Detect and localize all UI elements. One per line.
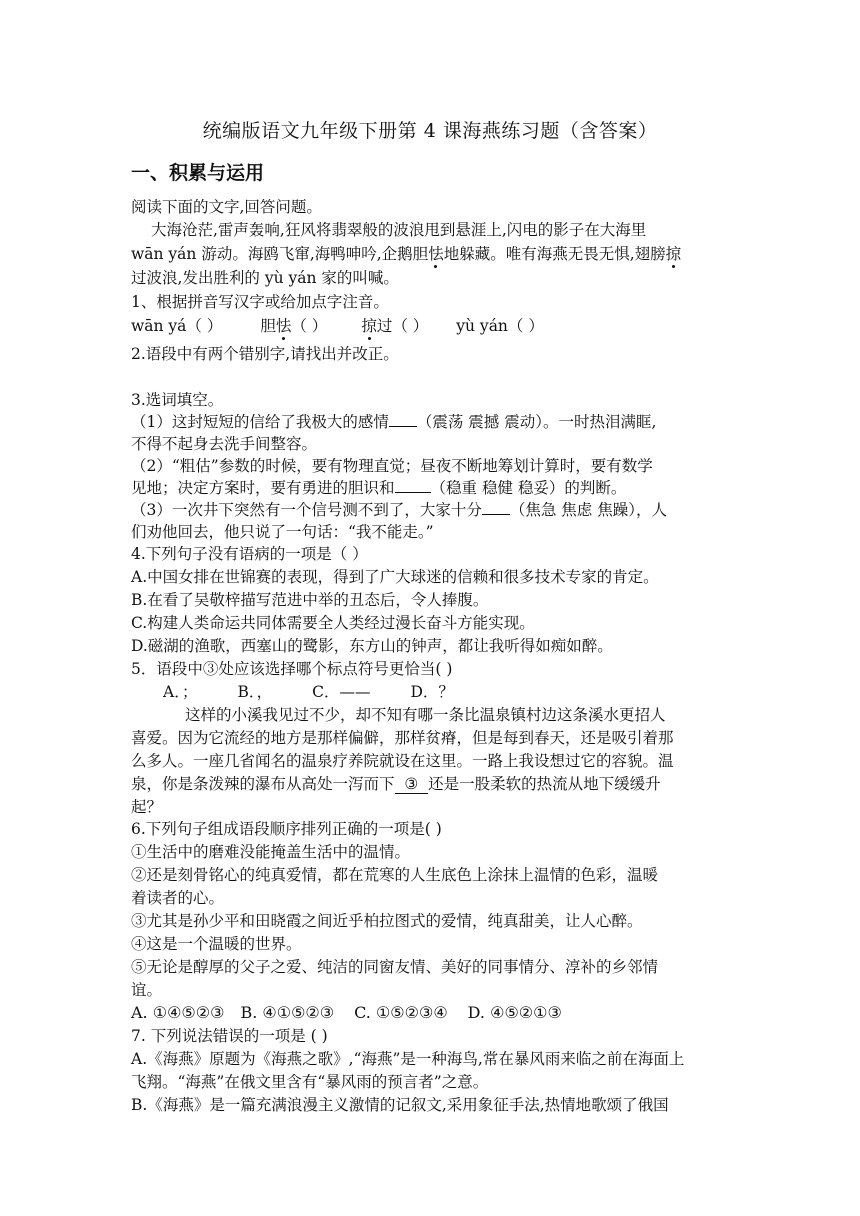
q6-sentence: ①生活中的磨难没能掩盖生活中的温情。 xyxy=(131,843,411,861)
q5-option-a: A．； xyxy=(163,683,198,701)
q4-option-d: D.磁湖的渔歌，西塞山的鹭影，东方山的钟声，都让我听得如痴如醉。 xyxy=(131,637,613,655)
q5-passage-line: 这样的小溪我见过不少，却不知有哪一条比温泉镇村边这条溪水更招人 xyxy=(185,706,666,724)
answer-blank: ③ xyxy=(394,775,429,793)
reading-passage-line: 过波浪,发出胜利的 yù yán 家的叫喊。 xyxy=(131,269,399,287)
reading-prompt: 阅读下面的文字,回答问题。 xyxy=(131,198,322,216)
q1-item-2: 胆怯（ ） xyxy=(260,317,328,335)
q7-option-b: B.《海燕》是一篇充满浪漫主义激情的记叙文,采用象征手法,热情地歌颂了俄国 xyxy=(131,1096,669,1114)
question-1: 1、根据拼音写汉字或给加点字注音。 xyxy=(131,293,389,311)
q5-passage-line: 泉，你是条泼辣的瀑布从高处一泻而下 ③ 还是一股柔软的热流从地下缓缓升 xyxy=(131,775,661,793)
q6-options xyxy=(131,1002,562,1024)
q6-sentence-cont: 着读者的心。 xyxy=(131,889,225,907)
q1-item-1: wān yá（ ） xyxy=(131,317,223,335)
q6-sentence: ②还是刻骨铭心的纯真爱情，都在荒寒的人生底色上涂抹上温情的色彩，温暖 xyxy=(131,866,659,884)
q6-sentence-cont: 谊。 xyxy=(131,981,163,999)
q4-option-b: B.在看了吴敬梓描写范进中举的丑态后，令人捧腹。 xyxy=(131,591,489,609)
q1-item-3: 掠过（ ） xyxy=(361,317,429,335)
dotted-char: 怯 xyxy=(428,245,444,263)
question-1-items xyxy=(131,315,544,337)
q6-sentence: ④这是一个温暖的世界。 xyxy=(131,935,302,953)
question-4: 4.下列句子没有语病的一项是（ ） xyxy=(131,545,368,563)
q3-sentence-3: （3）一次井下突然有一个信号测不到了，大家十分 （焦急 焦虑 焦躁），人 xyxy=(131,501,667,519)
question-5: 5．语段中③处应该选择哪个标点符号更恰当( ) xyxy=(131,660,453,678)
q3-sentence-2-cont: 见地；决定方案时，要有勇进的胆识和 （稳重 稳健 稳妥）的判断。 xyxy=(131,479,627,497)
page-title: 统编版语文九年级下册第 4 课海燕练习题（含答案） xyxy=(202,120,658,142)
q6-option-a: A. ①④⑤②③ xyxy=(131,1003,225,1022)
answer-blank xyxy=(482,514,510,515)
q5-passage-line: 起？ xyxy=(131,798,163,816)
q7-option-a-cont: 飞翔。“海燕”在俄文里含有“暴风雨的预言者”之意。 xyxy=(131,1073,489,1091)
dotted-char: 怯 xyxy=(275,317,292,335)
q7-option-a: A.《海燕》原题为《海燕之歌》,“海燕”是一种海鸟,常在暴风雨来临之前在海面上 xyxy=(131,1050,685,1068)
q6-option-c: C. ①⑤②③④ xyxy=(354,1003,448,1022)
question-3: 3.选词填空。 xyxy=(131,391,224,409)
q5-option-b: B．， xyxy=(237,683,273,701)
q6-option-b: B. ④①⑤②③ xyxy=(240,1003,335,1022)
q5-option-c: C．—— xyxy=(312,683,371,701)
q3-sentence-1: （1）这封短短的信给了我极大的感情 （震荡 震撼 震动）。一时热泪满眶, xyxy=(131,413,657,431)
q4-option-a: A.中国女排在世锦赛的表现，得到了广大球迷的信赖和很多技术专家的肯定。 xyxy=(131,568,659,586)
answer-blank xyxy=(395,492,431,493)
q5-passage-line: 喜爱。因为它流经的地方是那样偏僻，那样贫瘠，但是每到春天，还是吸引着那 xyxy=(131,729,674,747)
q3-sentence-3-cont: 们劝他回去，他只说了一句话：“我不能走。” xyxy=(131,523,434,541)
section-heading: 一、积累与运用 xyxy=(131,162,265,184)
question-2: 2.语段中有两个错别字,请找出并改正。 xyxy=(131,345,399,363)
reading-passage-line: 大海沧茫,雷声轰响,狂风将翡翠般的波浪甩到悬涯上,闪电的影子在大海里 xyxy=(151,221,647,239)
q4-option-c: C.构建人类命运共同体需要全人类经过漫长奋斗方能实现。 xyxy=(131,614,535,632)
q6-sentence: ③尤其是孙少平和田晓霞之间近乎柏拉图式的爱情，纯真甜美，让人心醉。 xyxy=(131,912,643,930)
reading-passage-line: wān yán 游动。海鸥飞窜,海鸭呻吟,企鹅胆怯地躲藏。唯有海燕无畏无惧,翅膀掠 xyxy=(131,245,682,263)
dotted-char: 掠 xyxy=(665,245,682,263)
q1-item-4: yù yán（ ） xyxy=(456,317,544,335)
q5-options xyxy=(163,681,454,703)
q3-sentence-1-cont: 不得不起身去洗手间整容。 xyxy=(131,435,318,453)
dotted-char: 掠 xyxy=(361,317,377,335)
q3-sentence-2: （2）“粗估”参数的时候，要有物理直觉；昼夜不断地筹划计算时，要有数学 xyxy=(131,457,653,475)
question-6: 6.下列句子组成语段顺序排列正确的一项是( ) xyxy=(131,820,442,838)
question-7: 7. 下列说法错误的一项是 ( ) xyxy=(131,1027,328,1045)
q6-option-d: D. ④⑤②①③ xyxy=(467,1003,562,1022)
q6-sentence: ⑤无论是醇厚的父子之爱、纯洁的同窗友情、美好的同事情分、淳补的乡邻情 xyxy=(131,958,659,976)
q5-option-d: D．？ xyxy=(410,683,454,701)
answer-blank xyxy=(389,426,417,427)
q5-passage-line: 么多人。一座几省闻名的温泉疗养院就设在这里。一路上我设想过它的容貌。温 xyxy=(131,752,674,770)
